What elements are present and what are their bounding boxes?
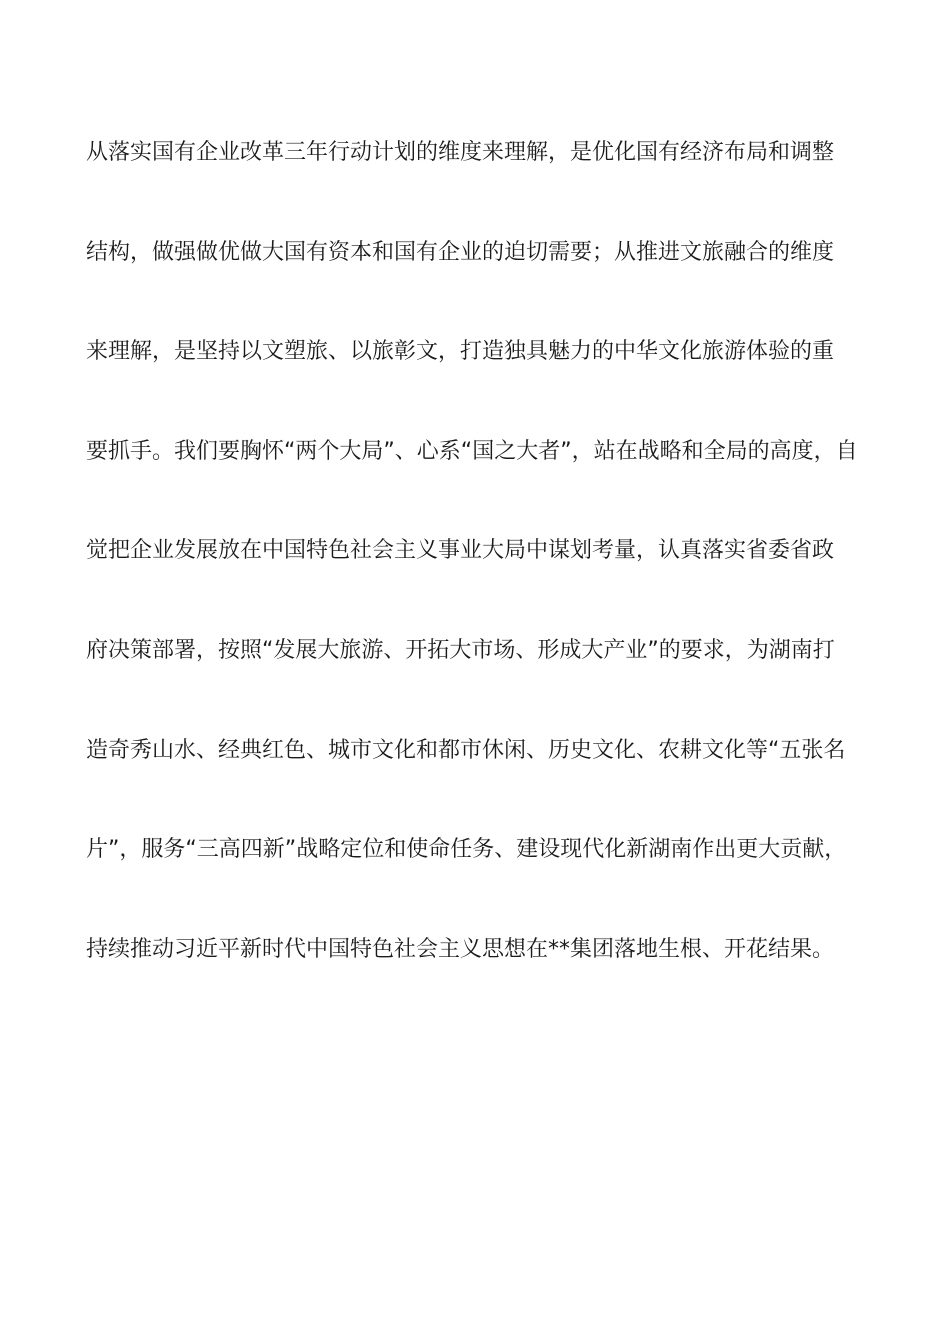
paragraph-line-2: 结构，做强做优做大国有资本和国有企业的迫切需要；从推进文旅融合的维度 (86, 239, 835, 265)
paragraph-line-3: 来理解，是坚持以文塑旅、以旅彰文，打造独具魅力的中华文化旅游体验的重 (86, 339, 835, 365)
paragraph-line-1: 从落实国有企业改革三年行动计划的维度来理解，是优化国有经济布局和调整 (86, 140, 835, 165)
paragraph-line-7: 造奇秀山水、经典红色、城市文化和都市休闲、历史文化、农耕文化等“五张名 (86, 737, 846, 763)
paragraph-line-8: 片”，服务“三高四新”战略定位和使命任务、建设现代化新湖南作出更大贡献， (86, 837, 847, 863)
paragraph-line-6: 府决策部署，按照“发展大旅游、开拓大市场、形成大产业”的要求，为湖南打 (86, 637, 835, 663)
paragraph-line-9: 持续推动习近平新时代中国特色社会主义思想在**集团落地生根、开花结果。 (86, 936, 835, 962)
paragraph-line-4: 要抓手。我们要胸怀“两个大局”、心系“国之大者”，站在战略和全局的高度，自 (86, 438, 858, 464)
paragraph-line-5: 觉把企业发展放在中国特色社会主义事业大局中谋划考量，认真落实省委省政 (86, 538, 835, 564)
body-paragraph (86, 128, 866, 1024)
